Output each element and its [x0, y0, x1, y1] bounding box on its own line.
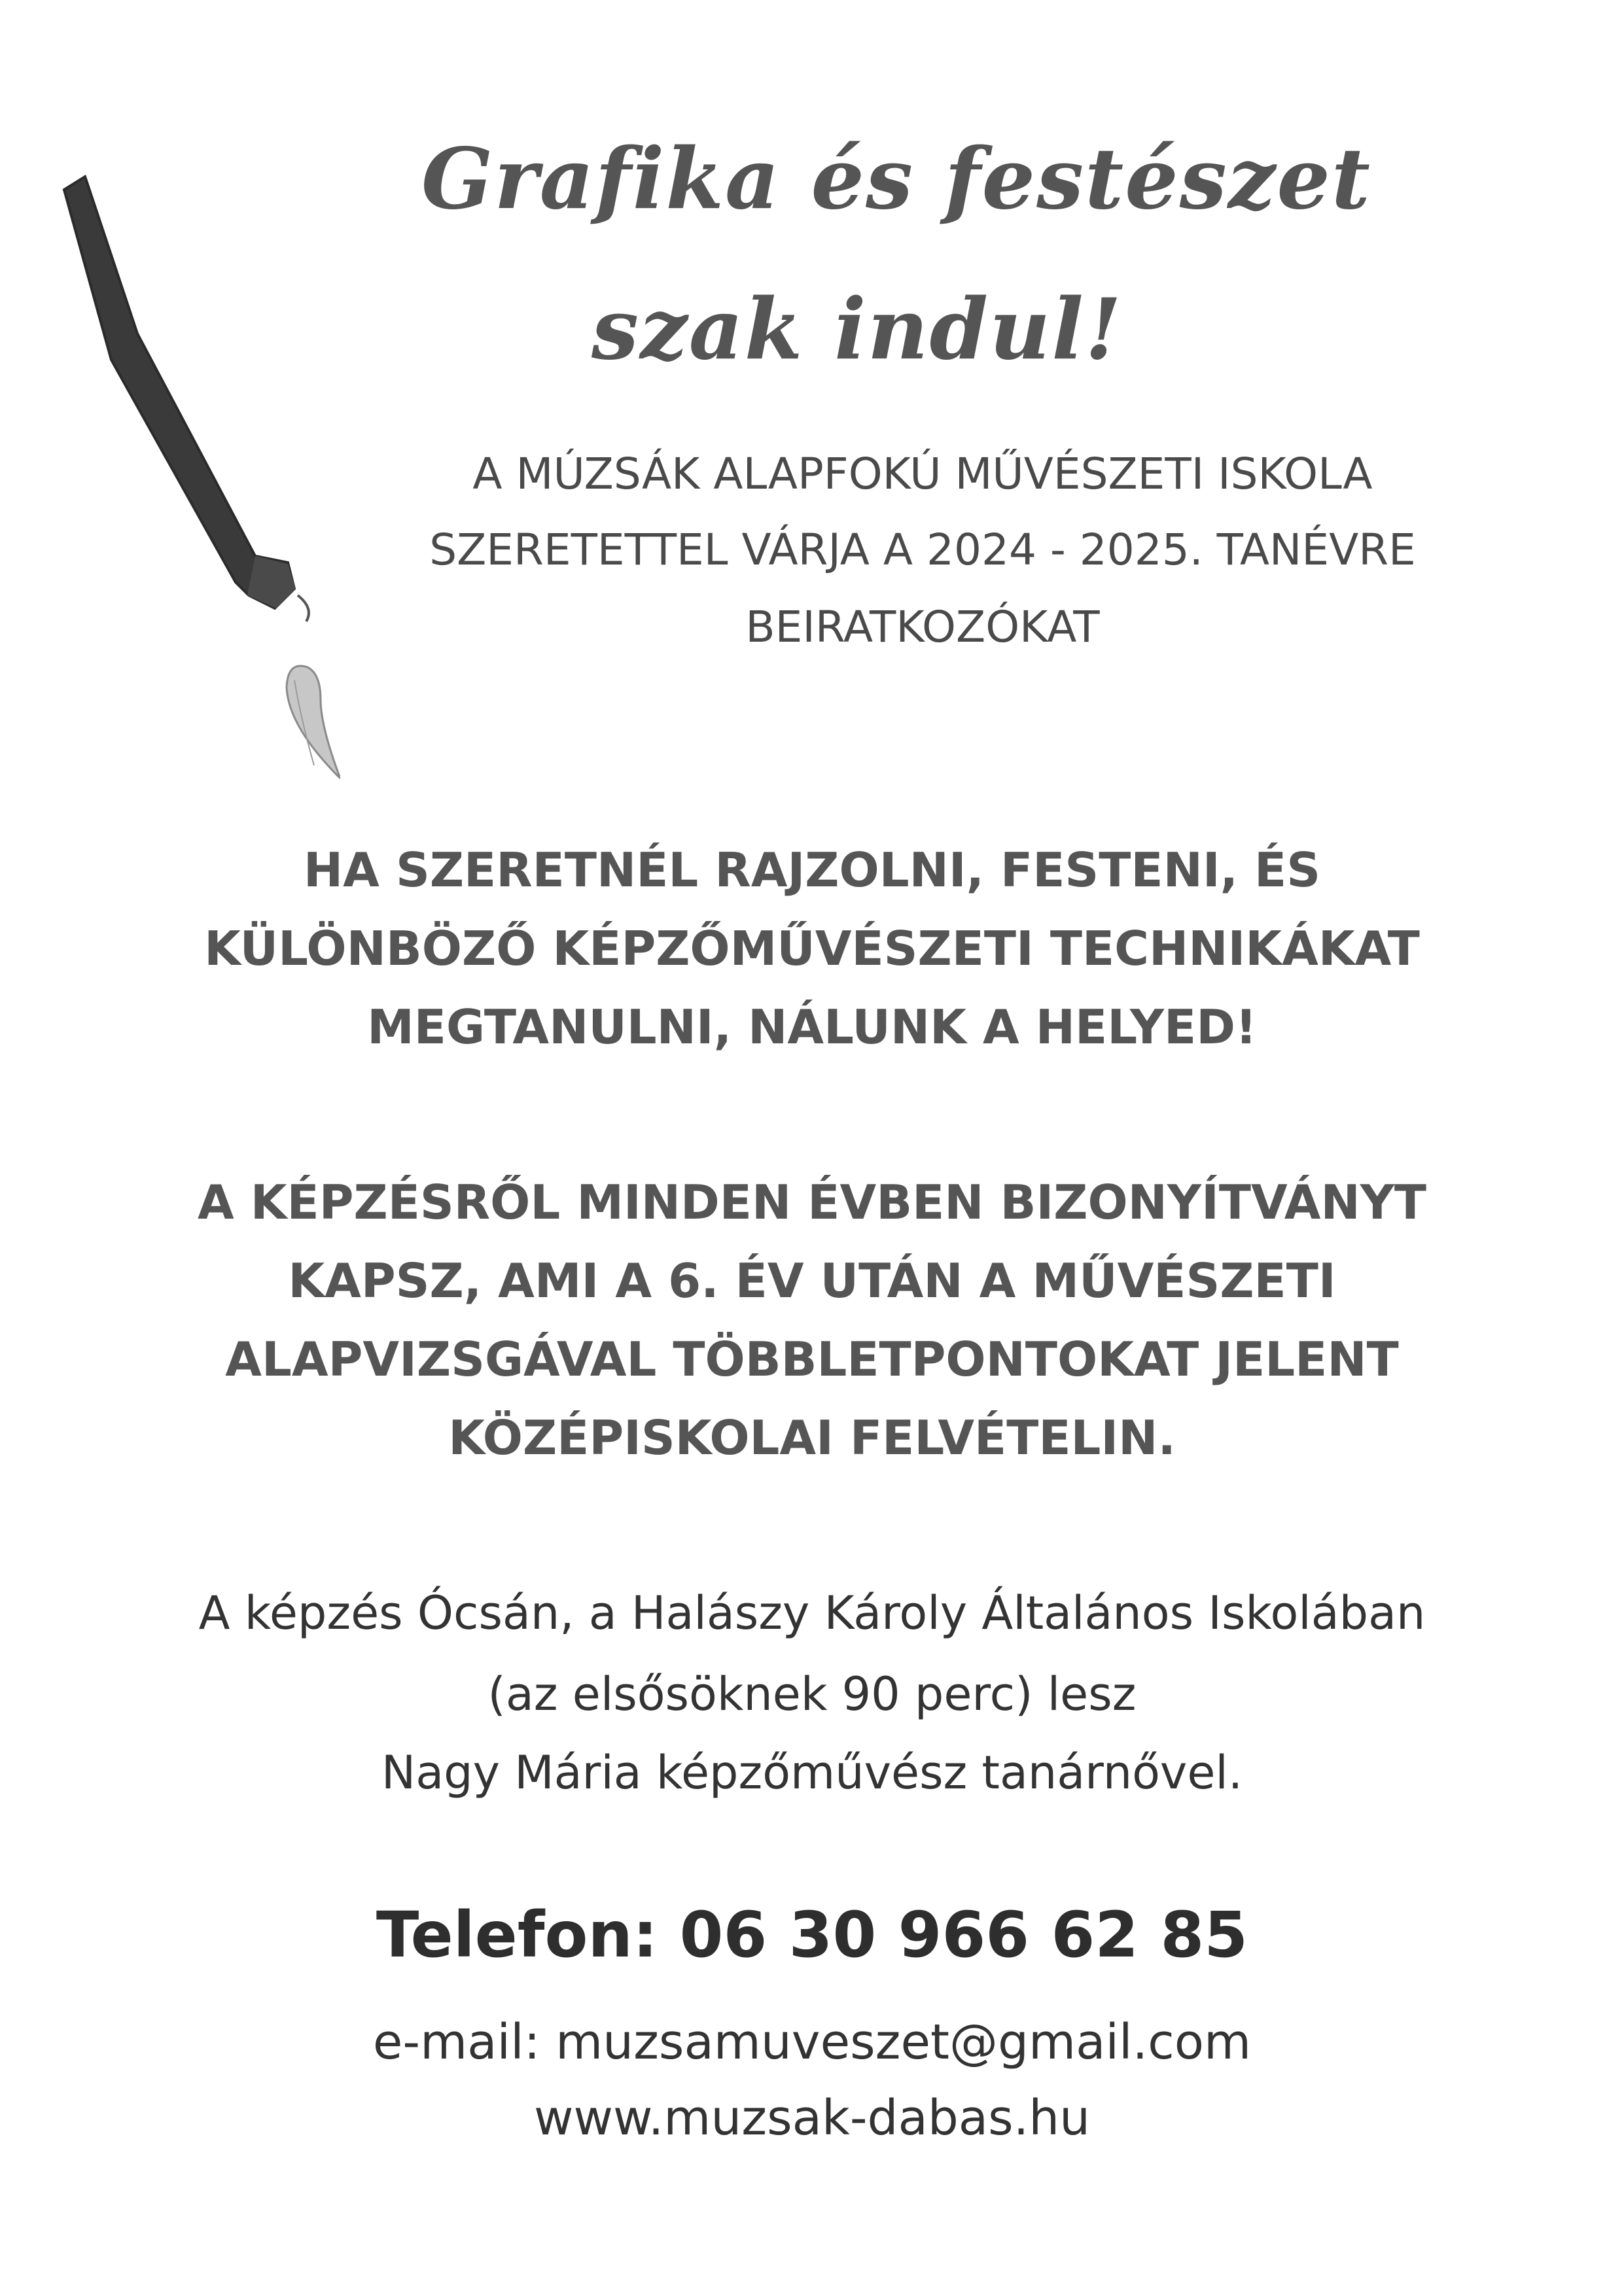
website-url: www.muzsak-dabas.hu [533, 2090, 1091, 2146]
intro-line-3: BEIRATKOZÓKAT [745, 602, 1100, 652]
pitch-line-1: HA SZERETNÉL RAJZOLNI, FESTENI, ÉS [303, 843, 1321, 897]
intro-line-2: SZERETETTEL VÁRJA A 2024 - 2025. TANÉVRE [429, 525, 1416, 575]
certificate-line-2: KAPSZ, AMI A 6. ÉV UTÁN A MŰVÉSZETI [288, 1253, 1336, 1308]
pitch-line-2: KÜLÖNBÖZŐ KÉPZŐMŰVÉSZETI TECHNIKÁKAT [204, 921, 1420, 976]
info-line-2: (az elsősöknek 90 perc) lesz [487, 1667, 1137, 1721]
info-line-1: A képzés Ócsán, a Halászy Károly Általános Iskolában [198, 1586, 1426, 1640]
info-line-3: Nagy Mária képzőművész tanárnővel. [381, 1746, 1243, 1800]
paintbrush-icon [39, 164, 340, 791]
pitch-line-3: MEGTANULNI, NÁLUNK A HELYED! [367, 1000, 1257, 1054]
page-title: Grafika és festészet [421, 130, 1372, 228]
certificate-line-4: KÖZÉPISKOLAI FELVÉTELIN. [448, 1410, 1176, 1465]
certificate-line-3: ALAPVIZSGÁVAL TÖBBLETPONTOKAT JELENT [225, 1332, 1399, 1387]
intro-line-1: A MÚZSÁK ALAPFOKÚ MŰVÉSZETI ISKOLA [472, 449, 1373, 499]
email-address: e-mail: muzsamuveszet@gmail.com [372, 2014, 1252, 2070]
certificate-line-1: A KÉPZÉSRŐL MINDEN ÉVBEN BIZONYÍTVÁNYT [197, 1175, 1427, 1230]
page-subtitle: szak indul! [591, 281, 1123, 379]
phone-number: Telefon: 06 30 966 62 85 [376, 1898, 1248, 1972]
